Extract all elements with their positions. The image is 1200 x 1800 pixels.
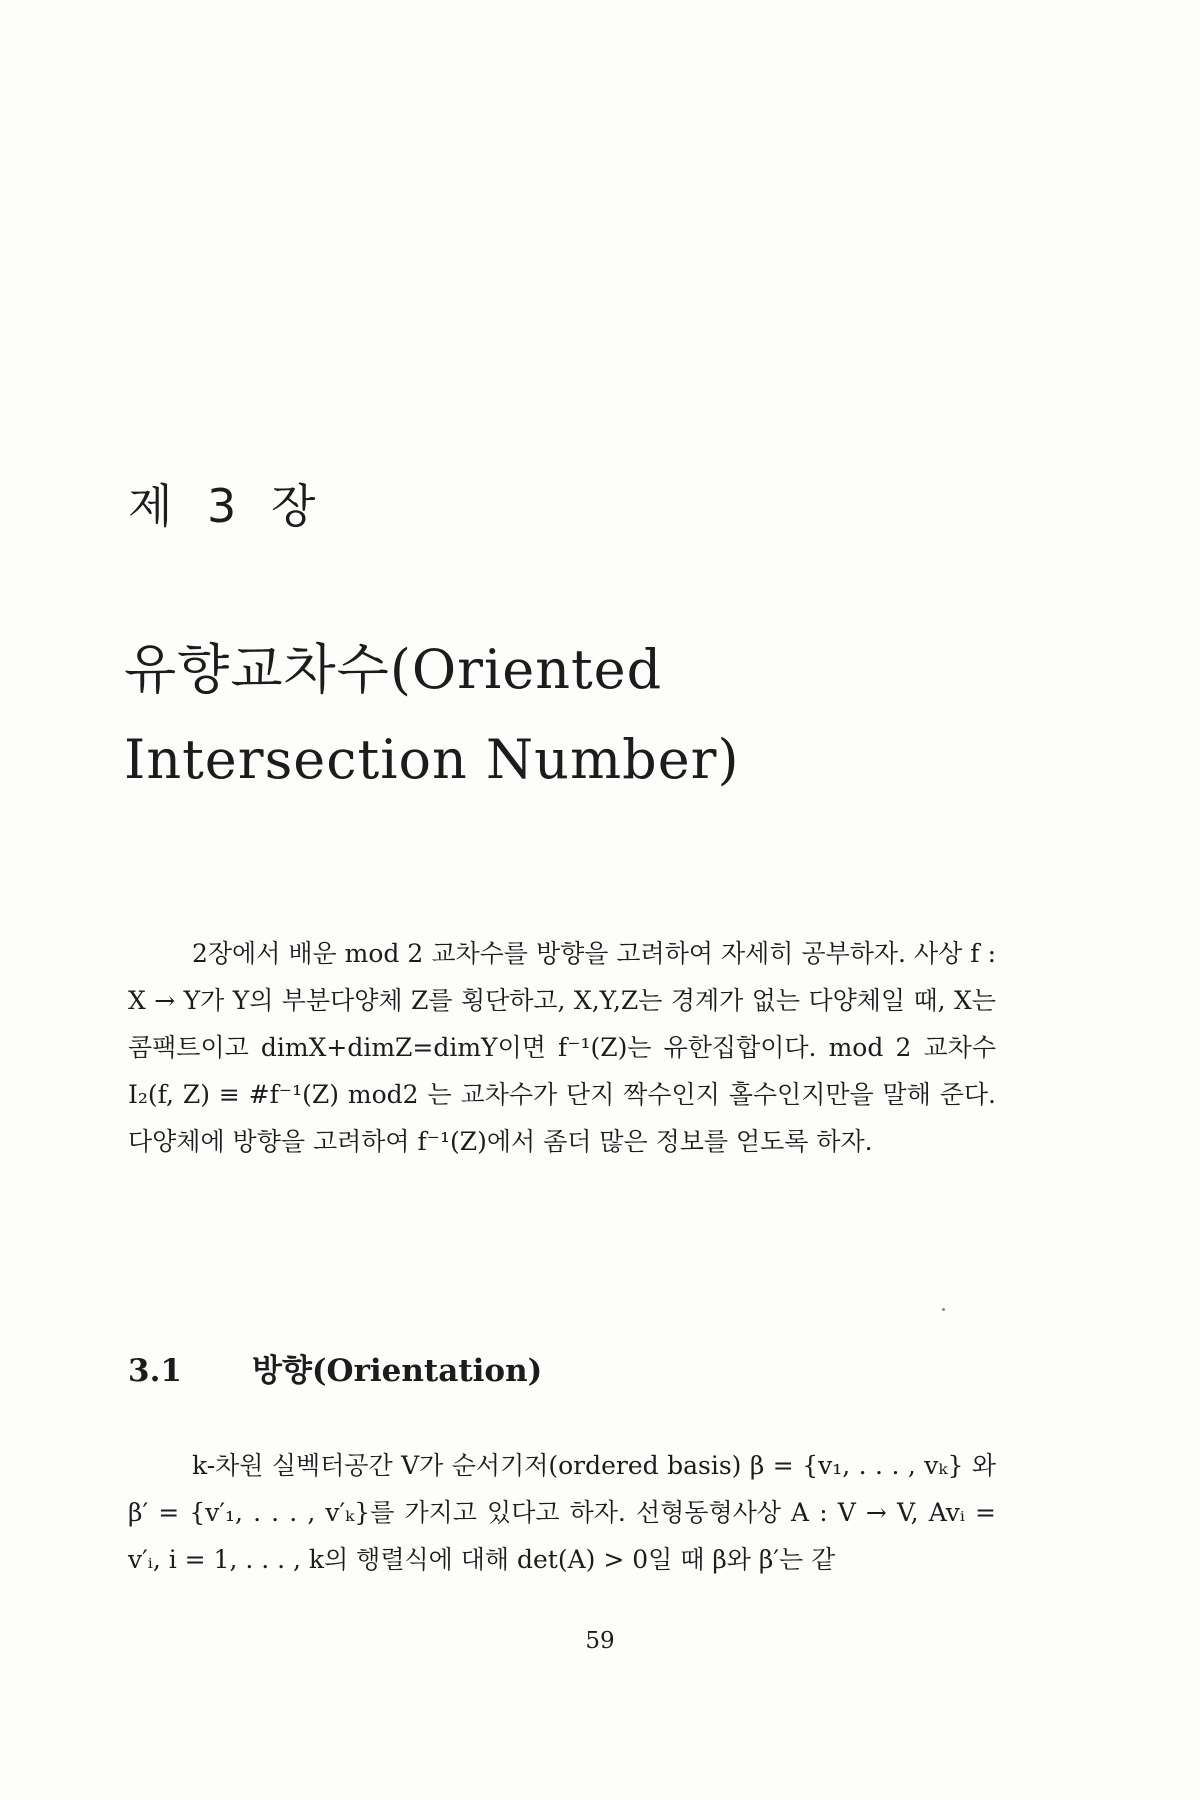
section-heading	[128, 1345, 542, 1390]
chapter-label: 제 3 장	[128, 479, 326, 533]
section-title: 방향(Orientation)	[252, 1353, 543, 1389]
scan-speck	[942, 1308, 945, 1311]
intro-paragraph: 2장에서 배운 mod 2 교차수를 방향을 고려하여 자세히 공부하자. 사상 f : X → Y가 Y의 부분다양체 Z를 횡단하고, X,Y,Z는 경계가 없는 다양체일 때, X는 콤팩트이고 dimX+dimZ=dimY이면 f⁻¹(Z)는 유한집합이다. mod 2 교차수 I₂(f, Z) ≡ #f⁻¹(Z) mod2 는 교차수가 단지 짝수인지 홀수인지만을 말해 준다. 다양체에 방향을 고려하여 f⁻¹(Z)에서 좀더 많은 정보를 얻도록 하자.	[128, 939, 996, 1156]
page-number: 59	[585, 1628, 615, 1654]
section-number: 3.1	[128, 1353, 182, 1389]
chapter-title: 유향교차수(Oriented Intersection Number)	[124, 638, 740, 791]
section-paragraph: k-차원 실벡터공간 V가 순서기저(ordered basis) β = {v₁, . . . , vₖ} 와 β′ = {v′₁, . . . , v′ₖ}를 가지고 있다고 하자. 선형동형사상 A : V → V, Avᵢ = v′ᵢ, i = 1, . . . , k의 행렬식에 대해 det(A) > 0일 때 β와 β′는 같	[128, 1451, 996, 1574]
